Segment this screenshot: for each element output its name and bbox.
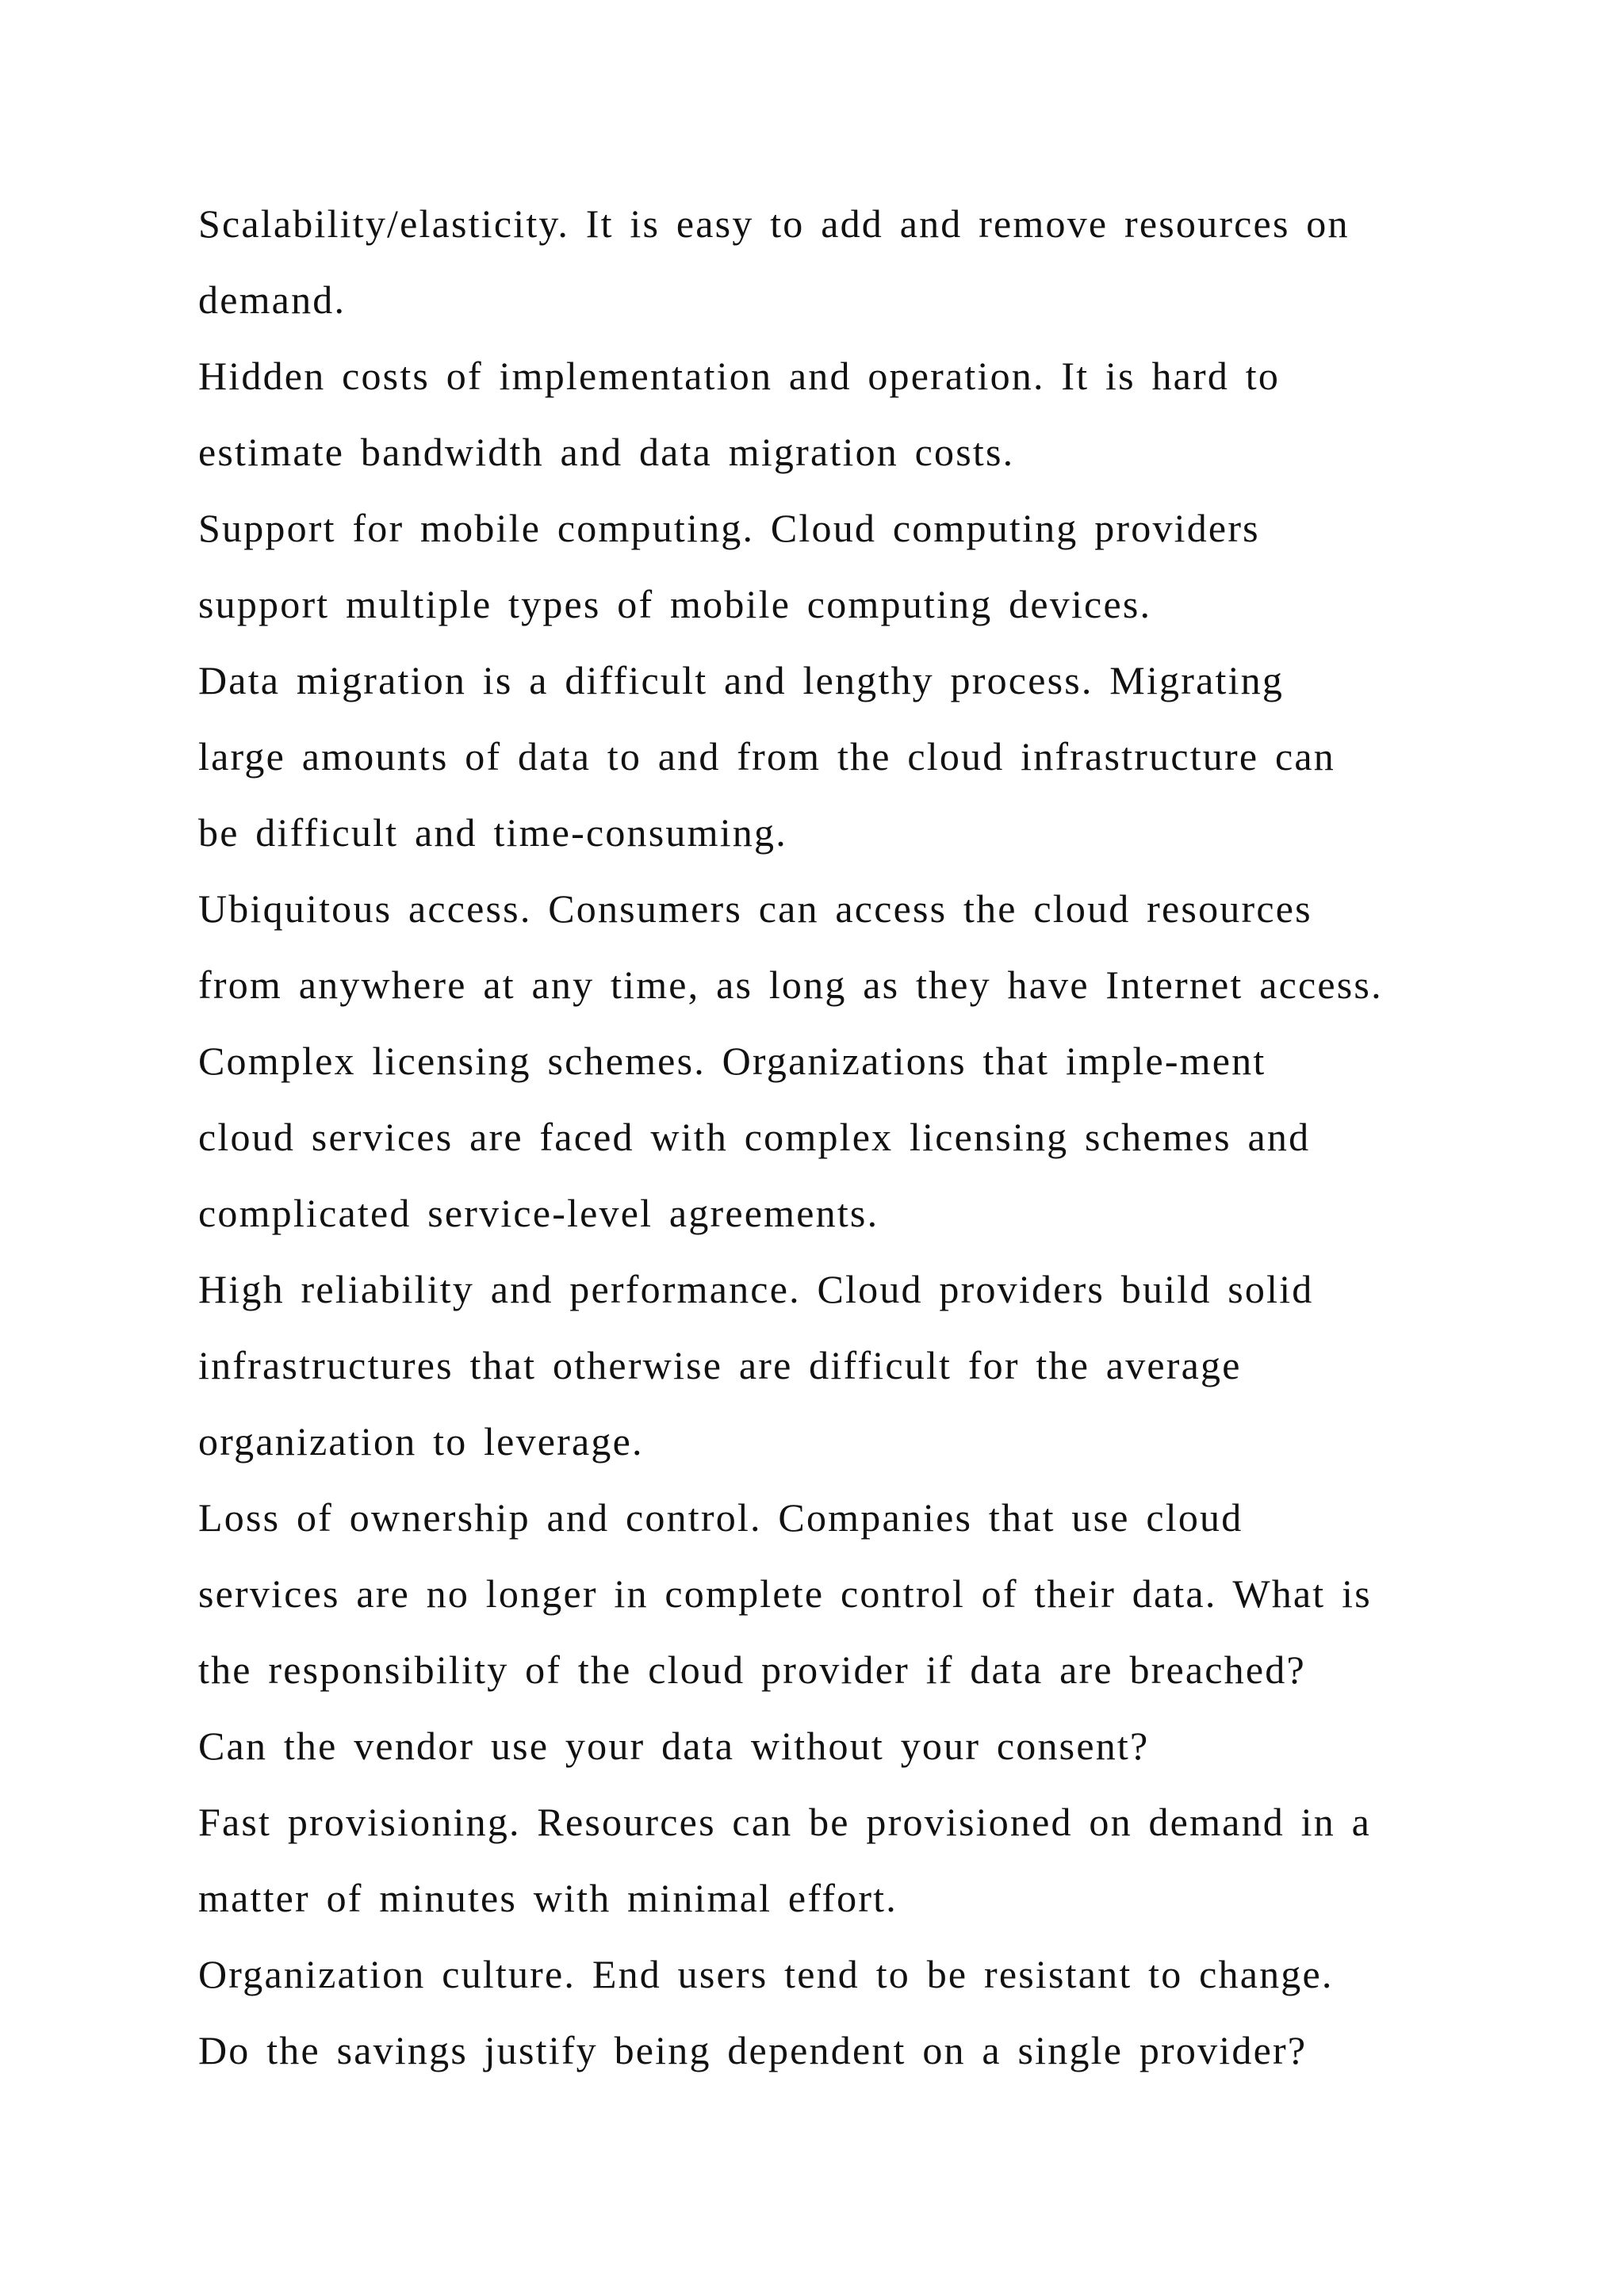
text-line: High reliability and performance. Cloud providers build solid: [198, 1267, 1314, 1311]
text-line: the responsibility of the cloud provider if data are breached?: [198, 1647, 1306, 1692]
text-line: services are no longer in complete control of their data. What is: [198, 1571, 1372, 1616]
text-line: be difficult and time-consuming.: [198, 810, 787, 855]
text-line: Can the vendor use your data without your consent?: [198, 1724, 1150, 1768]
text-line: complicated service-level agreements.: [198, 1191, 879, 1235]
text-line: Organization culture. End users tend to be resistant to change.: [198, 1952, 1334, 1996]
text-line: matter of minutes with minimal effort.: [198, 1876, 898, 1920]
text-line: Loss of ownership and control. Companies that use cloud: [198, 1495, 1243, 1540]
text-line: large amounts of data to and from the cloud infrastructure can: [198, 734, 1335, 779]
text-line: Hidden costs of implementation and operation. It is hard to: [198, 354, 1281, 398]
text-line: Support for mobile computing. Cloud computing providers: [198, 506, 1260, 550]
text-line: from anywhere at any time, as long as they have Internet access.: [198, 962, 1383, 1007]
body-text: [198, 186, 1467, 2088]
text-line: Scalability/elasticity. It is easy to add and remove resources on: [198, 201, 1350, 246]
text-line: demand.: [198, 277, 347, 322]
text-line: Fast provisioning. Resources can be provisioned on demand in a: [198, 1800, 1372, 1844]
text-line: support multiple types of mobile computing devices.: [198, 582, 1152, 626]
text-line: estimate bandwidth and data migration costs.: [198, 430, 1015, 474]
text-line: Do the savings justify being dependent on a single provider?: [198, 2028, 1308, 2072]
text-line: organization to leverage.: [198, 1419, 644, 1464]
text-line: Ubiquitous access. Consumers can access the cloud resources: [198, 886, 1312, 931]
text-line: infrastructures that otherwise are difficult for the average: [198, 1343, 1242, 1387]
text-line: cloud services are faced with complex licensing schemes and: [198, 1115, 1311, 1159]
text-line: Data migration is a difficult and lengthy process. Migrating: [198, 658, 1285, 702]
text-line: Complex licensing schemes. Organizations that imple-ment: [198, 1039, 1266, 1083]
